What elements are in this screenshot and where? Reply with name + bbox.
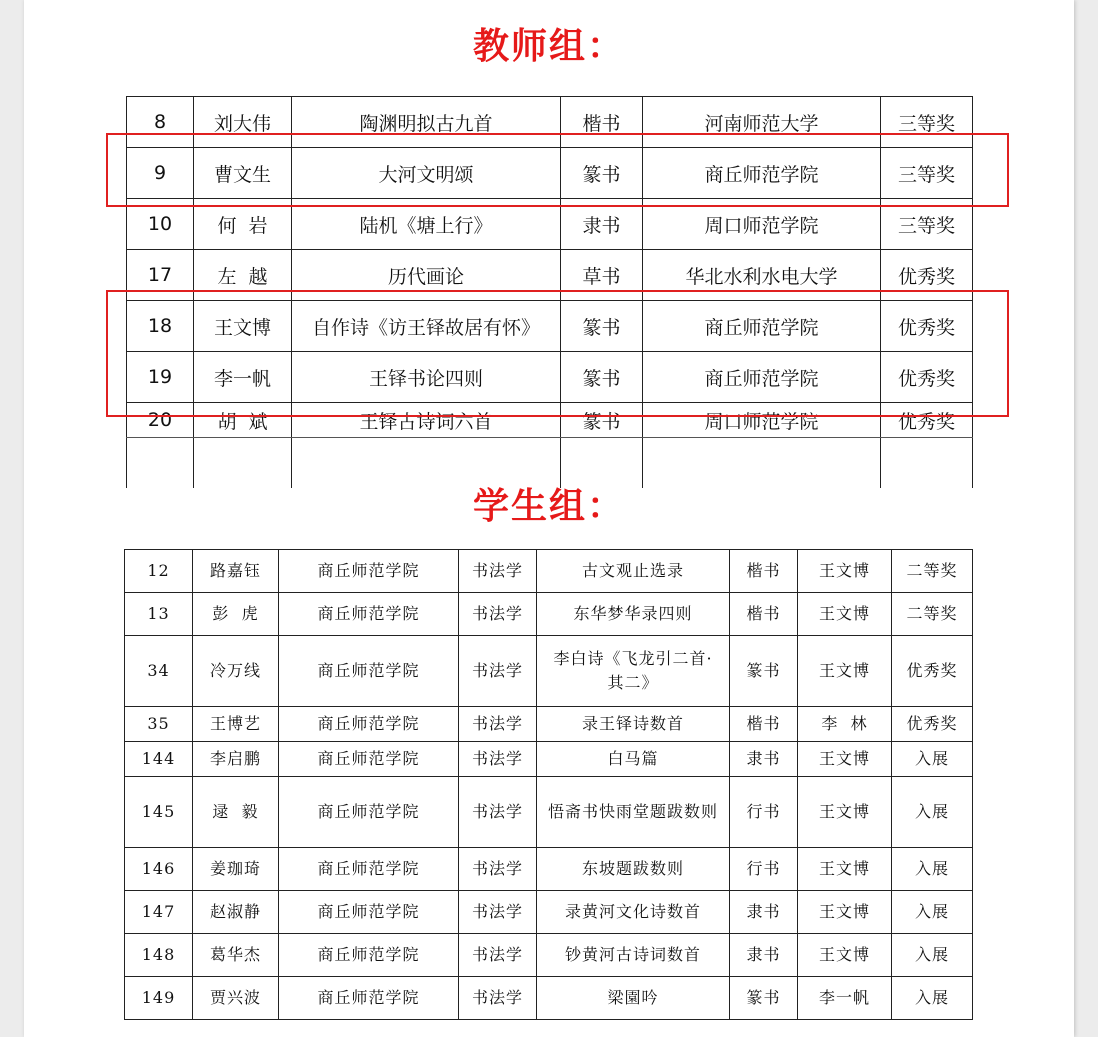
cell-name: 左 越 xyxy=(194,250,292,301)
cell-major: 书法学 xyxy=(459,593,537,636)
cell-script-style: 篆书 xyxy=(561,403,643,438)
cell-name: 王博艺 xyxy=(193,707,279,742)
cell-institution: 商丘师范学院 xyxy=(279,636,459,707)
cell-script-style: 楷书 xyxy=(730,550,798,593)
table-row xyxy=(125,636,973,707)
cell-name: 李一帆 xyxy=(194,352,292,403)
cell-number: 17 xyxy=(127,250,194,301)
cell-award: 优秀奖 xyxy=(881,250,973,301)
cell-number: 149 xyxy=(125,977,193,1020)
table-row xyxy=(127,199,973,250)
cell-script-style: 楷书 xyxy=(730,593,798,636)
cell-award: 三等奖 xyxy=(881,199,973,250)
cell-work-title: 钞黄河古诗词数首 xyxy=(537,934,730,977)
table-row-spacer xyxy=(127,438,973,489)
table-row xyxy=(127,148,973,199)
cell-name: 葛华杰 xyxy=(193,934,279,977)
cell-institution: 河南师范大学 xyxy=(643,97,881,148)
cell-work-title: 古文观止选录 xyxy=(537,550,730,593)
table-row xyxy=(125,934,973,977)
cell-number: 148 xyxy=(125,934,193,977)
cell-work-title: 悟斋书快雨堂题跋数则 xyxy=(537,777,730,848)
table-row xyxy=(127,352,973,403)
cell-work-title: 东坡题跋数则 xyxy=(537,848,730,891)
cell-number: 13 xyxy=(125,593,193,636)
cell-major: 书法学 xyxy=(459,891,537,934)
cell-institution: 商丘师范学院 xyxy=(279,593,459,636)
table-row xyxy=(125,891,973,934)
cell-name: 刘大伟 xyxy=(194,97,292,148)
cell-name: 冷万线 xyxy=(193,636,279,707)
cell-work-title: 陶渊明拟古九首 xyxy=(292,97,561,148)
cell-institution: 商丘师范学院 xyxy=(279,891,459,934)
table-row xyxy=(127,403,973,438)
cell-institution: 周口师范学院 xyxy=(643,199,881,250)
cell-institution: 商丘师范学院 xyxy=(279,707,459,742)
cell-institution: 商丘师范学院 xyxy=(279,550,459,593)
table-row xyxy=(125,550,973,593)
cell-work-title: 录王铎诗数首 xyxy=(537,707,730,742)
cell-institution: 商丘师范学院 xyxy=(643,148,881,199)
cell-institution: 周口师范学院 xyxy=(643,403,881,438)
cell-script-style: 草书 xyxy=(561,250,643,301)
cell-award: 三等奖 xyxy=(881,148,973,199)
cell-instructor: 王文博 xyxy=(798,550,892,593)
cell-instructor: 王文博 xyxy=(798,777,892,848)
cell-work-title: 历代画论 xyxy=(292,250,561,301)
cell-instructor: 王文博 xyxy=(798,848,892,891)
cell-award: 二等奖 xyxy=(892,550,973,593)
cell-name: 胡 斌 xyxy=(194,403,292,438)
cell-work-title: 王铎书论四则 xyxy=(292,352,561,403)
cell-script-style: 篆书 xyxy=(561,352,643,403)
cell-number: 147 xyxy=(125,891,193,934)
cell-instructor: 王文博 xyxy=(798,891,892,934)
table-row xyxy=(125,977,973,1020)
cell-number: 145 xyxy=(125,777,193,848)
cell-name: 曹文生 xyxy=(194,148,292,199)
cell-award: 入展 xyxy=(892,977,973,1020)
cell-instructor: 王文博 xyxy=(798,636,892,707)
cell-script-style: 行书 xyxy=(730,848,798,891)
cell-work-title: 大河文明颂 xyxy=(292,148,561,199)
cell-name: 王文博 xyxy=(194,301,292,352)
cell-award: 三等奖 xyxy=(881,97,973,148)
cell-script-style: 隶书 xyxy=(561,199,643,250)
cell-name: 赵淑静 xyxy=(193,891,279,934)
cell-institution: 商丘师范学院 xyxy=(279,742,459,777)
cell-work-title: 白马篇 xyxy=(537,742,730,777)
cell-award: 入展 xyxy=(892,777,973,848)
cell-number: 20 xyxy=(127,403,194,438)
cell-major: 书法学 xyxy=(459,777,537,848)
cell-award: 优秀奖 xyxy=(881,352,973,403)
cell-number: 18 xyxy=(127,301,194,352)
cell-name: 逯 毅 xyxy=(193,777,279,848)
cell-script-style: 行书 xyxy=(730,777,798,848)
document-page xyxy=(24,0,1074,1037)
cell-script-style: 隶书 xyxy=(730,742,798,777)
cell-script-style: 篆书 xyxy=(561,301,643,352)
cell-award: 优秀奖 xyxy=(892,707,973,742)
cell-work-title: 陆机《塘上行》 xyxy=(292,199,561,250)
cell-instructor: 王文博 xyxy=(798,593,892,636)
cell-work-title: 王铎古诗词六首 xyxy=(292,403,561,438)
cell-institution: 华北水利水电大学 xyxy=(643,250,881,301)
cell-script-style: 隶书 xyxy=(730,891,798,934)
cell-number: 34 xyxy=(125,636,193,707)
cell-award: 入展 xyxy=(892,891,973,934)
table-row xyxy=(125,593,973,636)
cell-award: 优秀奖 xyxy=(881,301,973,352)
table-row xyxy=(125,848,973,891)
cell-major: 书法学 xyxy=(459,742,537,777)
table-row xyxy=(127,97,973,148)
cell-work-title: 李白诗《飞龙引二首·其二》 xyxy=(537,636,730,707)
cell-award: 入展 xyxy=(892,848,973,891)
cell-number: 146 xyxy=(125,848,193,891)
cell-instructor: 王文博 xyxy=(798,934,892,977)
cell-institution: 商丘师范学院 xyxy=(279,934,459,977)
student-group-heading: 学生组： xyxy=(472,485,625,527)
cell-script-style: 篆书 xyxy=(730,977,798,1020)
cell-award: 优秀奖 xyxy=(881,403,973,438)
cell-number: 8 xyxy=(127,97,194,148)
cell-name: 李启鹏 xyxy=(193,742,279,777)
cell-institution: 商丘师范学院 xyxy=(643,301,881,352)
cell-number: 9 xyxy=(127,148,194,199)
table-row xyxy=(125,742,973,777)
cell-instructor: 王文博 xyxy=(798,742,892,777)
cell-name: 贾兴波 xyxy=(193,977,279,1020)
cell-work-title: 东华梦华录四则 xyxy=(537,593,730,636)
cell-institution: 商丘师范学院 xyxy=(279,977,459,1020)
cell-number: 144 xyxy=(125,742,193,777)
cell-instructor: 李一帆 xyxy=(798,977,892,1020)
cell-institution: 商丘师范学院 xyxy=(643,352,881,403)
teacher-group-heading: 教师组： xyxy=(472,25,625,67)
cell-major: 书法学 xyxy=(459,977,537,1020)
cell-major: 书法学 xyxy=(459,707,537,742)
cell-award: 入展 xyxy=(892,742,973,777)
table-row xyxy=(125,707,973,742)
cell-institution: 商丘师范学院 xyxy=(279,848,459,891)
table-row xyxy=(127,301,973,352)
cell-name: 彭 虎 xyxy=(193,593,279,636)
cell-major: 书法学 xyxy=(459,636,537,707)
cell-number: 35 xyxy=(125,707,193,742)
teacher-award-table xyxy=(126,96,973,488)
cell-award: 入展 xyxy=(892,934,973,977)
cell-name: 何 岩 xyxy=(194,199,292,250)
cell-script-style: 楷书 xyxy=(561,97,643,148)
cell-script-style: 篆书 xyxy=(561,148,643,199)
cell-name: 路嘉钰 xyxy=(193,550,279,593)
table-row xyxy=(125,777,973,848)
cell-number: 19 xyxy=(127,352,194,403)
cell-number: 10 xyxy=(127,199,194,250)
cell-name: 姜珈琦 xyxy=(193,848,279,891)
cell-script-style: 楷书 xyxy=(730,707,798,742)
cell-major: 书法学 xyxy=(459,848,537,891)
cell-work-title: 自作诗《访王铎故居有怀》 xyxy=(292,301,561,352)
cell-work-title: 梁園吟 xyxy=(537,977,730,1020)
cell-award: 二等奖 xyxy=(892,593,973,636)
student-award-table xyxy=(124,549,973,1020)
cell-major: 书法学 xyxy=(459,934,537,977)
cell-instructor: 李 林 xyxy=(798,707,892,742)
cell-script-style: 篆书 xyxy=(730,636,798,707)
cell-award: 优秀奖 xyxy=(892,636,973,707)
cell-institution: 商丘师范学院 xyxy=(279,777,459,848)
table-row xyxy=(127,250,973,301)
cell-script-style: 隶书 xyxy=(730,934,798,977)
cell-number: 12 xyxy=(125,550,193,593)
cell-work-title: 录黄河文化诗数首 xyxy=(537,891,730,934)
cell-major: 书法学 xyxy=(459,550,537,593)
